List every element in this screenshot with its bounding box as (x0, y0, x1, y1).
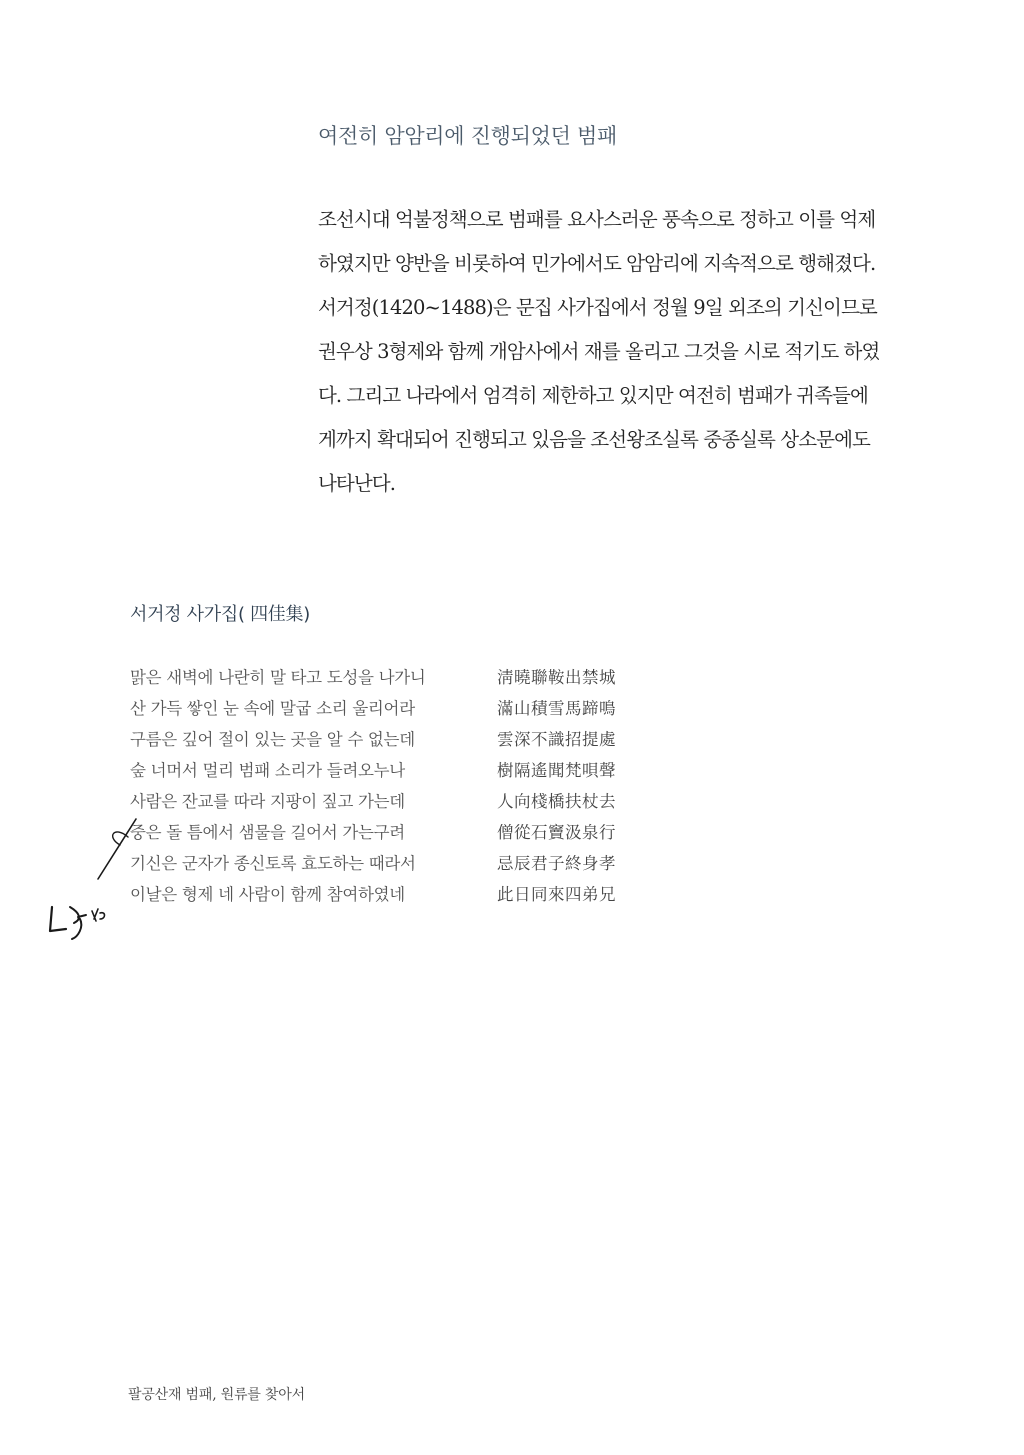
poem-hanja-line: 僧從石竇汲泉行 (497, 823, 616, 842)
poem-hanja-line: 此日同來四弟兄 (497, 885, 616, 904)
poem-korean-line: 중은 돌 틈에서 샘물을 길어서 가는구려 (130, 823, 405, 842)
poem-hanja-line: 樹隔遙聞梵唄聲 (497, 761, 616, 780)
page-footer: 팔공산재 범패, 원류를 찾아서 (128, 1387, 305, 1403)
poem-hanja-line: 忌辰君子終身孝 (497, 854, 616, 873)
poem-hanja-line: 滿山積雪馬蹄鳴 (497, 699, 616, 718)
paragraph-line: 서거정(1420~1488)은 문집 사가집에서 정월 9일 외조의 기신이므로 (318, 296, 877, 319)
paragraph-line: 하였지만 양반을 비롯하여 민가에서도 암암리에 지속적으로 행해졌다. (318, 252, 876, 275)
poem-korean-line: 이날은 형제 네 사람이 함께 참여하였네 (130, 885, 405, 904)
poem-korean-line: 맑은 새벽에 나란히 말 타고 도성을 나가니 (130, 668, 426, 687)
poem-korean-line: 산 가득 쌓인 눈 속에 말굽 소리 울리어라 (130, 699, 415, 718)
poem-hanja-line: 淸曉聯鞍出禁城 (497, 668, 616, 687)
paragraph-line: 권우상 3형제와 함께 개암사에서 재를 올리고 그것을 시로 적기도 하였 (318, 340, 880, 363)
paragraph-line: 나타난다. (318, 472, 396, 495)
poem-korean-line: 사람은 잔교를 따라 지팡이 짚고 가는데 (130, 792, 405, 811)
paragraph-line: 다. 그리고 나라에서 엄격히 제한하고 있지만 여전히 범패가 귀족들에 (318, 384, 868, 407)
poem-korean-line: 기신은 군자가 종신토록 효도하는 때라서 (130, 854, 416, 873)
poem-hanja-original (497, 662, 637, 910)
paragraph-line: 조선시대 억불정책으로 범패를 요사스러운 풍속으로 정하고 이를 억제 (318, 208, 876, 231)
poem-hanja-line: 人向棧橋扶杖去 (497, 792, 616, 811)
poem-title: 서거정 사가집( 四佳集) (130, 604, 310, 625)
handwritten-correction-mark (40, 815, 140, 945)
poem-korean-line: 숲 너머서 멀리 범패 소리가 들려오누나 (130, 761, 405, 780)
body-paragraph (318, 198, 888, 506)
poem-hanja-line: 雲深不識招提處 (497, 730, 616, 749)
poem-korean-line: 구름은 깊어 절이 있는 곳을 알 수 없는데 (130, 730, 415, 749)
section-heading: 여전히 암암리에 진행되었던 범패 (318, 124, 617, 148)
paragraph-line: 게까지 확대되어 진행되고 있음을 조선왕조실록 중종실록 상소문에도 (318, 428, 870, 451)
poem-korean-translation (130, 662, 470, 910)
